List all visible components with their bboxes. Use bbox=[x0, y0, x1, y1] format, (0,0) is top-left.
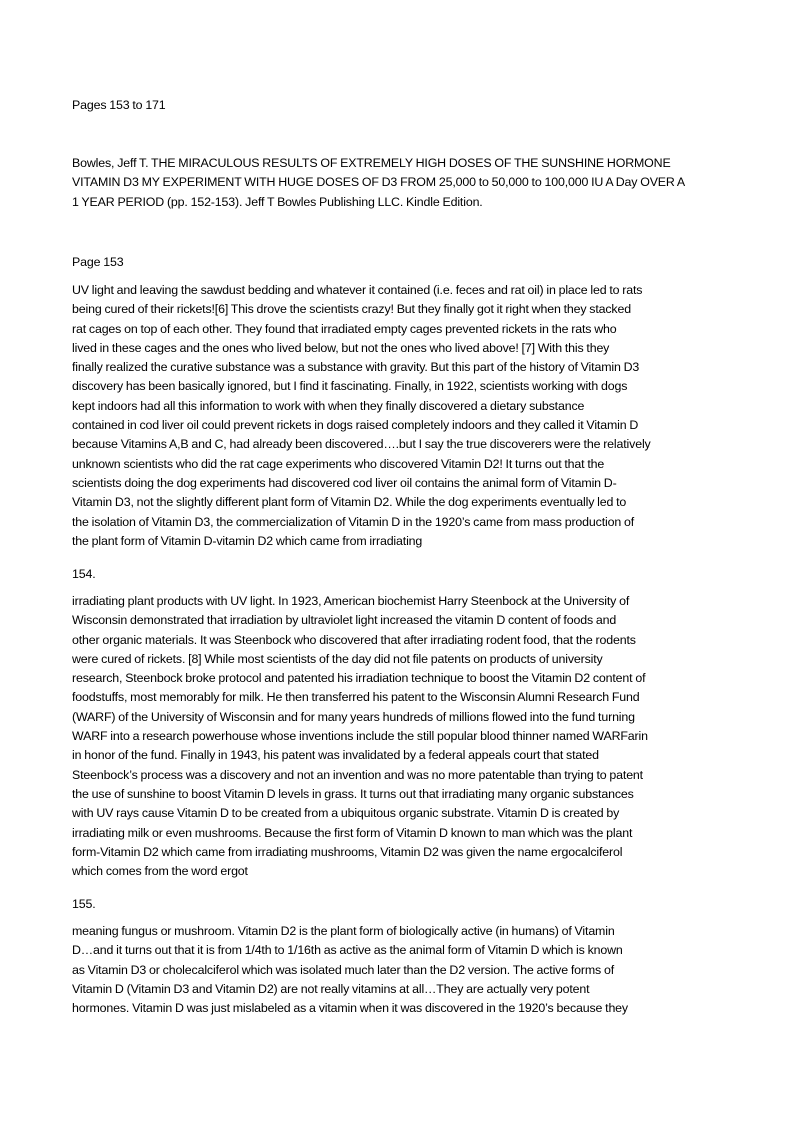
paragraph-line: finally realized the curative substance was a substance with gravity. But this part of the history of Vitamin D3 bbox=[72, 360, 640, 375]
paragraph-line: unknown scientists who did the rat cage experiments who discovered Vitamin D2! It turns out that the bbox=[72, 456, 605, 471]
paragraph-line: kept indoors had all this information to work with when they finally discovered a dietary substance bbox=[72, 398, 585, 413]
paragraph-line: Vitamin D (Vitamin D3 and Vitamin D2) are not really vitamins at all…They are actually very potent bbox=[72, 981, 590, 996]
paragraph-line: as Vitamin D3 or cholecalciferol which was isolated much later than the D2 version. The active forms of bbox=[72, 962, 615, 977]
paragraph-line: D…and it turns out that it is from 1/4th to 1/16th as active as the animal form of Vitamin D which is known bbox=[72, 943, 623, 958]
paragraph-line: in honor of the fund. Finally in 1943, his patent was invalidated by a federal appeals court that stated bbox=[72, 748, 599, 763]
paragraph-line: meaning fungus or mushroom. Vitamin D2 is the plant form of biologically active (in humans) of Vitamin bbox=[72, 924, 615, 938]
paragraph-line: contained in cod liver oil could prevent rickets in dogs raised completely indoors and they called it Vitamin D bbox=[72, 418, 639, 433]
page-155-paragraph bbox=[72, 922, 628, 1018]
paragraph-line: the isolation of Vitamin D3, the commercialization of Vitamin D in the 1920’s came from mass production of bbox=[72, 514, 635, 529]
paragraph-line: (WARF) of the University of Wisconsin and for many years hundreds of millions flowed into the fund turning bbox=[72, 709, 635, 724]
paragraph-line: because Vitamins A,B and C, had already been discovered….but I say the true discoverers were the relatively bbox=[72, 437, 651, 452]
paragraph-line: research, Steenbock broke protocol and patented his irradiation technique to boost the Vitamin D2 content of bbox=[72, 671, 646, 686]
paragraph-line: which comes from the word ergot bbox=[72, 864, 248, 879]
paragraph-line: UV light and leaving the sawdust bedding and whatever it contained (i.e. feces and rat oil) in place led to rats bbox=[72, 283, 643, 297]
citation-line: Bowles, Jeff T. THE MIRACULOUS RESULTS OF EXTREMELY HIGH DOSES OF THE SUNSHINE HORMONE bbox=[72, 156, 671, 170]
paragraph-line: being cured of their rickets![6] This drove the scientists crazy! But they finally got it right when they stacked bbox=[72, 302, 631, 317]
citation-block bbox=[72, 154, 685, 212]
page-154-label: 154. bbox=[72, 567, 96, 581]
paragraph-line: WARF into a research powerhouse whose inventions include the still popular blood thinner named WARFarin bbox=[72, 729, 648, 744]
page-155-label: 155. bbox=[72, 897, 96, 911]
paragraph-line: were cured of rickets. [8] While most scientists of the day did not file patents on products of university bbox=[72, 651, 603, 666]
paragraph-line: other organic materials. It was Steenbock who discovered that after irradiating rodent food, that the rodents bbox=[72, 632, 636, 647]
paragraph-line: the plant form of Vitamin D-vitamin D2 which came from irradiating bbox=[72, 533, 423, 548]
paragraph-line: scientists doing the dog experiments had discovered cod liver oil contains the animal form of Vitamin D- bbox=[72, 475, 617, 490]
paragraph-line: Wisconsin demonstrated that irradiation by ultraviolet light increased the vitamin D content of foods and bbox=[72, 613, 617, 628]
pages-range-heading: Pages 153 to 171 bbox=[72, 98, 166, 112]
paragraph-line: hormones. Vitamin D was just mislabeled as a vitamin when it was discovered in the 1920’s because they bbox=[72, 1001, 628, 1016]
paragraph-line: irradiating plant products with UV light. In 1923, American biochemist Harry Steenbock at the University of bbox=[72, 594, 630, 608]
paragraph-line: discovery has been basically ignored, but I find it fascinating. Finally, in 1922, scientists working with dogs bbox=[72, 379, 628, 394]
paragraph-line: form-Vitamin D2 which came from irradiating mushrooms, Vitamin D2 was given the name ergocalciferol bbox=[72, 844, 623, 859]
paragraph-line: rat cages on top of each other. They found that irradiated empty cages prevented rickets in the rats who bbox=[72, 321, 617, 336]
page-154-paragraph bbox=[72, 592, 648, 881]
paragraph-line: with UV rays cause Vitamin D to be created from a ubiquitous organic substrate. Vitamin D is created by bbox=[72, 806, 620, 821]
page-153-label: Page 153 bbox=[72, 255, 124, 269]
paragraph-line: irradiating milk or even mushrooms. Because the first form of Vitamin D known to man which was the plant bbox=[72, 825, 633, 840]
paragraph-line: the use of sunshine to boost Vitamin D levels in grass. It turns out that irradiating many organic substances bbox=[72, 786, 634, 801]
paragraph-line: lived in these cages and the ones who lived below, but not the ones who lived above! [7] With this they bbox=[72, 340, 610, 355]
paragraph-line: Vitamin D3, not the slightly different plant form of Vitamin D2. While the dog experiments eventually led to bbox=[72, 495, 627, 510]
paragraph-line: foodstuffs, most memorably for milk. He then transferred his patent to the Wisconsin Alumni Research Fund bbox=[72, 690, 640, 705]
citation-line: VITAMIN D3 MY EXPERIMENT WITH HUGE DOSES OF D3 FROM 25,000 to 50,000 to 100,000 IU A Day OVER A bbox=[72, 175, 686, 190]
citation-line: 1 YEAR PERIOD (pp. 152-153). Jeff T Bowles Publishing LLC. Kindle Edition. bbox=[72, 194, 483, 209]
page-153-paragraph bbox=[72, 281, 651, 551]
paragraph-line: Steenbock’s process was a discovery and not an invention and was no more patentable than trying to patent bbox=[72, 767, 643, 782]
